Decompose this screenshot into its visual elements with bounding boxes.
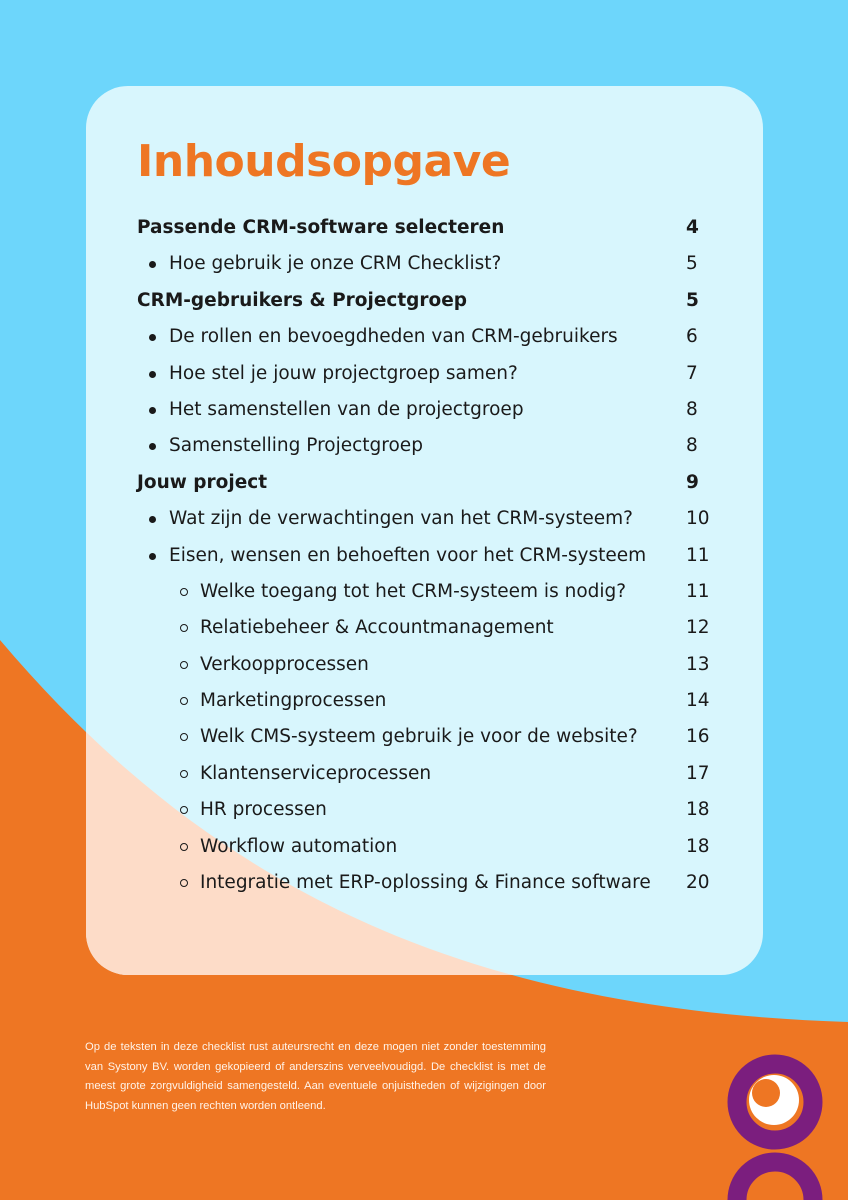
- toc-page-number: 18: [686, 799, 710, 821]
- toc-page-number: 8: [686, 398, 698, 420]
- toc-entry[interactable]: [137, 319, 712, 355]
- toc-entry[interactable]: [137, 829, 712, 865]
- toc-entry-label: Het samenstellen van de projectgroep: [169, 398, 524, 420]
- bullet-icon: [149, 553, 156, 560]
- toc-entry-label: Wat zijn de verwachtingen van het CRM-systeem?: [169, 508, 633, 530]
- page-title: Inhoudsopgave: [137, 136, 511, 187]
- toc-page-number: 5: [686, 253, 698, 275]
- bullet-icon: [149, 261, 156, 268]
- toc-page-number: 6: [686, 326, 698, 348]
- hollow-bullet-icon: [180, 733, 188, 741]
- bullet-icon: [149, 443, 156, 450]
- toc-page-number: 10: [686, 508, 710, 530]
- bullet-icon: [149, 334, 156, 341]
- toc-entry-label: Integratie met ERP-oplossing & Finance software: [200, 872, 651, 894]
- toc-entry-label: Klantenserviceprocessen: [200, 762, 432, 784]
- toc-entry-label: Welke toegang tot het CRM-systeem is nodig?: [200, 580, 627, 602]
- toc-entry-label: Welk CMS-systeem gebruik je voor de website?: [200, 726, 638, 748]
- hollow-bullet-icon: [180, 624, 188, 632]
- toc-entry-label: Workflow automation: [200, 835, 398, 857]
- hollow-bullet-icon: [180, 588, 188, 596]
- toc-entry[interactable]: [137, 392, 712, 428]
- toc-page-number: 11: [686, 580, 710, 602]
- toc-page-number: 20: [686, 872, 710, 894]
- toc-entry[interactable]: [137, 647, 712, 683]
- hollow-bullet-icon: [180, 661, 188, 669]
- toc-page-number: 8: [686, 435, 698, 457]
- toc-entry[interactable]: [137, 574, 712, 610]
- hollow-bullet-icon: [180, 697, 188, 705]
- toc-page-number: 9: [686, 471, 699, 493]
- toc-page-number: 13: [686, 653, 710, 675]
- toc-entry[interactable]: [137, 538, 712, 574]
- bullet-icon: [149, 516, 156, 523]
- table-of-contents: [137, 210, 712, 901]
- toc-entry[interactable]: [137, 428, 712, 464]
- toc-entry-label: Jouw project: [137, 471, 268, 493]
- toc-entry-label: Hoe gebruik je onze CRM Checklist?: [169, 253, 502, 275]
- hollow-bullet-icon: [180, 879, 188, 887]
- hollow-bullet-icon: [180, 770, 188, 778]
- toc-entry-label: Marketingprocessen: [200, 690, 387, 712]
- toc-page-number: 7: [686, 362, 698, 384]
- toc-entry[interactable]: [137, 356, 712, 392]
- toc-entry-label: Relatiebeheer & Accountmanagement: [200, 617, 554, 639]
- hollow-bullet-icon: [180, 843, 188, 851]
- toc-section[interactable]: [137, 283, 712, 319]
- toc-entry-label: Verkoopprocessen: [200, 653, 369, 675]
- toc-entry-label: HR processen: [200, 799, 327, 821]
- toc-section[interactable]: [137, 210, 712, 246]
- toc-entry-label: De rollen en bevoegdheden van CRM-gebruikers: [169, 326, 618, 348]
- toc-page-number: 18: [686, 835, 710, 857]
- toc-section[interactable]: [137, 465, 712, 501]
- toc-entry[interactable]: [137, 756, 712, 792]
- toc-entry[interactable]: [137, 610, 712, 646]
- copyright-disclaimer: Op de teksten in deze checklist rust auteursrecht en deze mogen niet zonder toestemming van Systony BV. worden gekopieerd of anderszins verveelvoudigd. De checklist is met de meest grote zorgvuldigheid samengesteld. Aan eventuele onjuistheden of wijzigingen door HubSpot kunnen geen rechten worden ontleend.: [85, 1041, 546, 1112]
- toc-entry[interactable]: [137, 719, 712, 755]
- toc-page-number: 16: [686, 726, 710, 748]
- toc-entry-label: CRM-gebruikers & Projectgroep: [137, 289, 468, 311]
- hollow-bullet-icon: [180, 806, 188, 814]
- bullet-icon: [149, 407, 156, 414]
- toc-page-number: 11: [686, 544, 710, 566]
- toc-page-number: 5: [686, 289, 699, 311]
- toc-page-number: 14: [686, 690, 710, 712]
- brand-mark-icon: [720, 1050, 848, 1200]
- toc-page-number: 12: [686, 617, 710, 639]
- toc-entry-label: Hoe stel je jouw projectgroep samen?: [169, 362, 518, 384]
- toc-entry[interactable]: [137, 683, 712, 719]
- toc-entry[interactable]: [137, 865, 712, 901]
- toc-page-number: 4: [686, 217, 699, 238]
- toc-entry[interactable]: [137, 792, 712, 828]
- bullet-icon: [149, 371, 156, 378]
- toc-entry[interactable]: [137, 246, 712, 282]
- toc-page-number: 17: [686, 762, 710, 784]
- toc-entry-label: Passende CRM-software selecteren: [137, 217, 505, 238]
- toc-entry[interactable]: [137, 501, 712, 537]
- toc-entry-label: Eisen, wensen en behoeften voor het CRM-systeem: [169, 544, 647, 566]
- toc-entry-label: Samenstelling Projectgroep: [169, 435, 423, 457]
